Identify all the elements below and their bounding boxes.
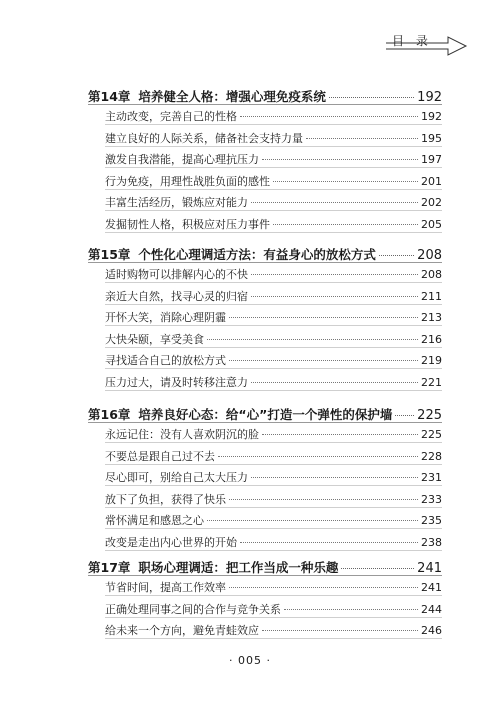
chapter-page-number: 192 [417, 90, 442, 105]
dot-leader [229, 499, 418, 500]
section-entry [105, 108, 442, 124]
section-title: 激发自我潜能，提高心理抗压力 [105, 153, 259, 167]
dot-leader [341, 568, 414, 569]
section-title: 寻找适合自己的放松方式 [105, 354, 226, 368]
chapter-heading [88, 87, 326, 105]
section-entry [105, 216, 442, 232]
dot-leader [273, 224, 418, 225]
section-page-number: 201 [421, 174, 442, 188]
dot-leader [229, 317, 418, 318]
section-page-number: 244 [421, 602, 442, 616]
section-page-number: 213 [421, 311, 442, 325]
chapter-title: 培养健全人格：增强心理免疫系统 [138, 89, 326, 104]
chapter-number: 第16章 [88, 407, 131, 422]
dot-leader [273, 181, 418, 182]
dot-leader [229, 360, 418, 361]
section-entry [105, 288, 442, 304]
section-entry [105, 512, 442, 528]
dot-leader [240, 116, 418, 117]
section-rule [105, 282, 442, 283]
chapter-entry [88, 245, 442, 263]
section-title: 正确处理同事之间的合作与竞争关系 [105, 602, 281, 616]
dot-leader [329, 97, 414, 98]
section-entry [105, 622, 442, 638]
section-entry [105, 374, 442, 390]
section-entry [105, 173, 442, 189]
section-rule [105, 232, 442, 233]
chapter-heading [88, 245, 376, 263]
section-title: 节省时间，提高工作效率 [105, 581, 226, 594]
section-rule [105, 638, 442, 639]
section-entry [105, 491, 442, 507]
chapter-title: 培养良好心态：给“心”打造一个弹性的保护墙 [138, 407, 393, 422]
section-title: 主动改变，完善自己的性格 [105, 110, 237, 123]
chapter-page-number: 225 [417, 408, 442, 423]
section-rule [105, 325, 442, 326]
toc-header [386, 30, 470, 58]
dot-leader [262, 159, 418, 160]
section-page-number: 246 [421, 624, 442, 638]
section-rule [105, 146, 442, 147]
section-rule [105, 390, 442, 391]
section-entry [105, 469, 442, 485]
chapter-number: 第17章 [88, 560, 131, 575]
chapter-title: 个性化心理调适方法：有益身心的放松方式 [138, 247, 376, 262]
section-title: 亲近大自然，找寻心灵的归宿 [105, 289, 248, 303]
dot-leader [306, 138, 418, 139]
section-entry [105, 534, 442, 550]
section-rule [105, 368, 442, 369]
section-title: 适时购物可以排解内心的不快 [105, 268, 248, 281]
section-title: 改变是走出内心世界的开始 [105, 536, 237, 549]
chapter-heading [88, 405, 392, 423]
section-page-number: 241 [421, 581, 442, 594]
section-page-number: 235 [421, 514, 442, 528]
section-page-number: 231 [421, 471, 442, 485]
section-entry [105, 579, 442, 595]
section-title: 永远记住：没有人喜欢阴沉的脸 [105, 428, 259, 441]
section-rule [105, 304, 442, 305]
section-page-number: 225 [421, 428, 442, 441]
chapter-rule [88, 422, 442, 423]
dot-leader [262, 630, 418, 631]
section-rule [105, 189, 442, 190]
section-rule [105, 464, 442, 465]
toc-title: 目 录 [392, 34, 432, 48]
dot-leader [395, 415, 414, 416]
section-rule [105, 485, 442, 486]
chapter-number: 第14章 [88, 89, 131, 104]
section-rule [105, 210, 442, 211]
dot-leader [240, 542, 418, 543]
section-entry [105, 309, 442, 325]
section-title: 不要总是跟自己过不去 [105, 449, 215, 463]
dot-leader [251, 202, 418, 203]
section-page-number: 195 [421, 131, 442, 145]
dot-leader [229, 587, 418, 588]
section-entry [105, 194, 442, 210]
section-rule [105, 617, 442, 618]
chapter-page-number: 208 [417, 248, 442, 263]
chapter-rule [88, 104, 442, 105]
dot-leader [207, 339, 418, 340]
section-title: 发掘韧性人格，积极应对压力事件 [105, 218, 270, 231]
section-page-number: 202 [421, 196, 442, 210]
section-page-number: 205 [421, 218, 442, 231]
dot-leader [218, 456, 418, 457]
dot-leader [262, 434, 418, 435]
section-page-number: 197 [421, 153, 442, 167]
section-entry [105, 130, 442, 146]
section-page-number: 211 [421, 289, 442, 303]
section-title: 尽心即可，别给自己太大压力 [105, 471, 248, 485]
section-rule [105, 124, 442, 125]
section-entry [105, 331, 442, 347]
section-page-number: 238 [421, 536, 442, 549]
section-entry [105, 426, 442, 442]
section-page-number: 208 [421, 268, 442, 281]
section-title: 常怀满足和感恩之心 [105, 514, 204, 528]
chapter-entry [88, 558, 442, 576]
chapter-page-number: 241 [417, 561, 442, 576]
section-page-number: 228 [421, 449, 442, 463]
section-page-number: 233 [421, 492, 442, 506]
chapter-entry [88, 87, 442, 105]
dot-leader [207, 520, 418, 521]
dot-leader [251, 477, 418, 478]
dot-leader [251, 296, 418, 297]
section-entry [105, 352, 442, 368]
chapter-number: 第15章 [88, 247, 131, 262]
section-rule [105, 507, 442, 508]
section-title: 给未来一个方向，避免青蛙效应 [105, 624, 259, 638]
section-rule [105, 528, 442, 529]
section-title: 丰富生活经历，锻炼应对能力 [105, 196, 248, 210]
chapter-rule [88, 575, 442, 576]
dot-leader [379, 255, 414, 256]
section-title: 开怀大笑，消除心理阴霾 [105, 311, 226, 325]
chapter-heading [88, 558, 338, 576]
section-title: 压力过大，请及时转移注意力 [105, 376, 248, 389]
section-entry [105, 151, 442, 167]
section-page-number: 216 [421, 332, 442, 346]
chapter-entry [88, 405, 442, 423]
chapter-title: 职场心理调适：把工作当成一种乐趣 [138, 560, 339, 575]
section-entry [105, 266, 442, 282]
section-rule [105, 595, 442, 596]
section-rule [105, 347, 442, 348]
dot-leader [251, 274, 418, 275]
chapter-rule [88, 262, 442, 263]
section-rule [105, 167, 442, 168]
section-page-number: 221 [421, 376, 442, 389]
section-title: 行为免疫，用理性战胜负面的感性 [105, 174, 270, 188]
section-title: 大快朵颐，享受美食 [105, 332, 204, 346]
section-page-number: 219 [421, 354, 442, 368]
section-title: 建立良好的人际关系，储备社会支持力量 [105, 131, 303, 145]
page-number: · 005 · [229, 654, 271, 667]
section-entry [105, 448, 442, 464]
section-page-number: 192 [421, 110, 442, 123]
dot-leader [284, 609, 418, 610]
section-rule [105, 442, 442, 443]
section-entry [105, 601, 442, 617]
section-rule [105, 550, 442, 551]
section-title: 放下了负担，获得了快乐 [105, 492, 226, 506]
dot-leader [251, 382, 418, 383]
